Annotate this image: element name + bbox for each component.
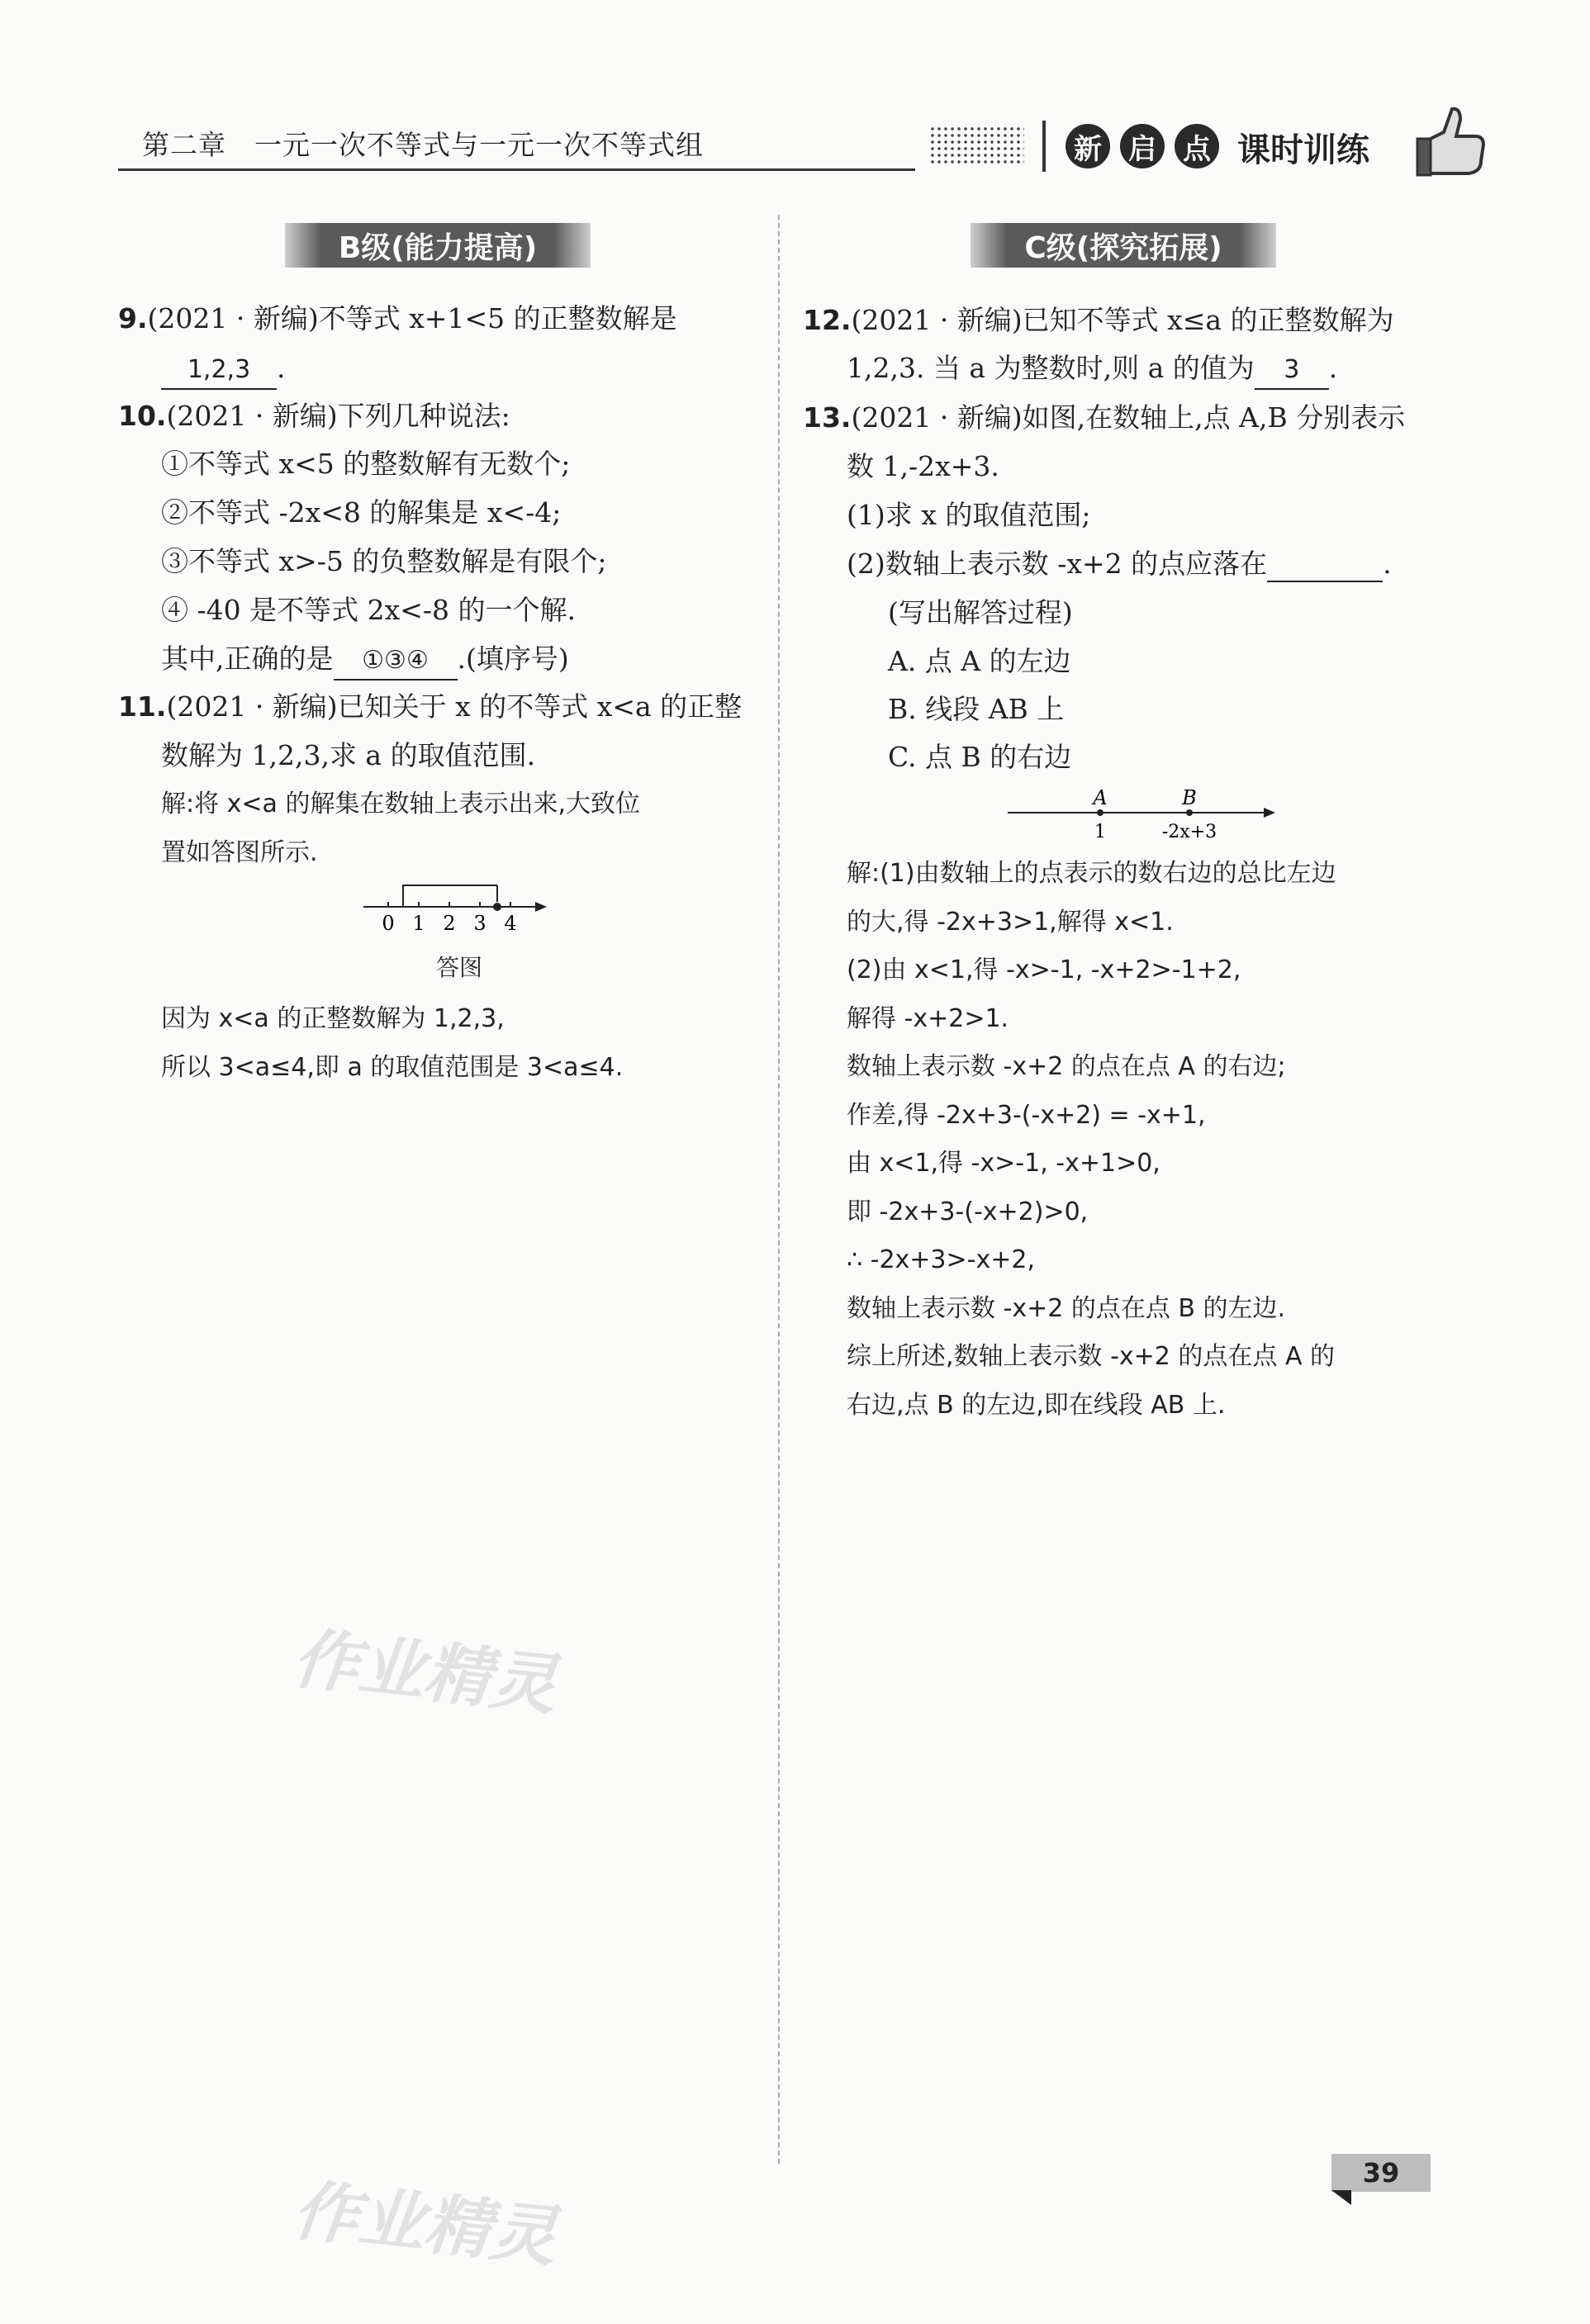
q11-tick-label-3: 3 bbox=[473, 912, 486, 935]
q11-tick-label-4: 4 bbox=[504, 912, 517, 935]
q11-tick-label-0: 0 bbox=[382, 912, 395, 935]
q9-number: 9. bbox=[118, 302, 148, 334]
q12-line2 bbox=[847, 350, 1337, 390]
q13-solution-line-9: ∴ -2x+3>-x+2, bbox=[847, 1245, 1035, 1274]
q12-stem: (2021 · 新编)已知不等式 x≤a 的正整数解为 bbox=[851, 304, 1394, 336]
brand-char-1: 新 bbox=[1066, 124, 1110, 168]
thumbs-up-icon bbox=[1411, 99, 1489, 182]
q12-line1 bbox=[803, 302, 1394, 339]
q13-option-b: B. 线段 AB 上 bbox=[888, 693, 1065, 725]
header-divider bbox=[1042, 121, 1046, 172]
q11-line1 bbox=[118, 689, 742, 725]
q9-line1 bbox=[118, 301, 677, 337]
q13-number: 13. bbox=[803, 401, 852, 434]
q13-solution-line-6: 作差,得 -2x+3-(-x+2) = -x+1, bbox=[847, 1100, 1206, 1130]
q10-item-1: ①不等式 x<5 的整数解有无数个; bbox=[161, 448, 571, 480]
q11-solution-1: 解:将 x<a 的解集在数轴上表示出来,大致位 bbox=[161, 790, 640, 818]
q13-solution-line-2: 的大,得 -2x+3>1,解得 x<1. bbox=[847, 907, 1174, 937]
q12-answer: 3 bbox=[1255, 352, 1329, 390]
q13-part2-text: (2)数轴上表示数 -x+2 的点应落在 bbox=[847, 548, 1268, 580]
q9-stem: (2021 · 新编)不等式 x+1<5 的正整数解是 bbox=[147, 302, 677, 334]
q10-answer: ①③④ bbox=[334, 643, 458, 681]
q13-solution-line-12: 右边,点 B 的左边,即在线段 AB 上. bbox=[847, 1390, 1226, 1420]
q13-part2-tail: . bbox=[1383, 548, 1392, 580]
q11-point-a bbox=[493, 903, 501, 911]
q11-solution-4: 所以 3<a≤4,即 a 的取值范围是 3<a≤4. bbox=[161, 1053, 624, 1082]
q13-option-c: C. 点 B 的右边 bbox=[888, 741, 1072, 773]
q11-tick-label-1: 1 bbox=[412, 912, 425, 935]
q13-solution-line-7: 由 x<1,得 -x>-1, -x+1>0, bbox=[847, 1149, 1160, 1178]
q13-point-a-value: 1 bbox=[1094, 822, 1106, 842]
q13-number-line bbox=[1006, 783, 1287, 846]
section-c-title: C级(探究拓展) bbox=[971, 223, 1276, 268]
q13-line2: 数 1,-2x+3. bbox=[847, 450, 999, 482]
q13-point-b-label: B bbox=[1182, 786, 1197, 809]
q10-prompt-line bbox=[161, 641, 569, 681]
q10-prompt: 其中,正确的是 bbox=[161, 643, 334, 675]
q13-part2 bbox=[847, 546, 1392, 582]
q10-tail: .(填序号) bbox=[457, 643, 569, 675]
q13-solution-line-4: 解得 -x+2>1. bbox=[847, 1003, 1009, 1033]
q13-point-a-label: A bbox=[1093, 786, 1108, 809]
q13-part2-note: (写出解答过程) bbox=[888, 596, 1073, 628]
q11-number-line bbox=[363, 875, 553, 935]
q13-solution-line-11: 综上所述,数轴上表示数 -x+2 的点在点 A 的 bbox=[847, 1342, 1336, 1371]
page-number: 39 bbox=[1331, 2154, 1431, 2192]
q13-solution-line-10: 数轴上表示数 -x+2 的点在点 B 的左边. bbox=[847, 1293, 1286, 1323]
section-b-title: B级(能力提高) bbox=[285, 223, 591, 268]
header-dot-pattern bbox=[929, 126, 1024, 164]
q13-point-a bbox=[1097, 809, 1104, 816]
column-divider bbox=[778, 215, 780, 2164]
q10-item-3: ③不等式 x>-5 的负整数解是有限个; bbox=[161, 545, 607, 577]
q11-solution-3: 因为 x<a 的正整数解为 1,2,3, bbox=[161, 1004, 505, 1033]
header-rule bbox=[118, 168, 915, 171]
chapter-title: 第二章 一元一次不等式与一元一次不等式组 bbox=[142, 129, 704, 161]
q10-line1 bbox=[118, 398, 510, 434]
q11-line2: 数解为 1,2,3,求 a 的取值范围. bbox=[161, 739, 536, 771]
q13-solution-line-1: 解:(1)由数轴上的点表示的数右边的总比左边 bbox=[847, 859, 1336, 888]
q13-point-b bbox=[1186, 809, 1193, 816]
q13-stem: (2021 · 新编)如图,在数轴上,点 A,B 分别表示 bbox=[851, 401, 1406, 434]
q13-part1: (1)求 x 的取值范围; bbox=[847, 499, 1091, 531]
q13-point-b-value: -2x+3 bbox=[1161, 822, 1217, 842]
q11-solution-2: 置如答图所示. bbox=[161, 838, 318, 867]
q11-stem: (2021 · 新编)已知关于 x 的不等式 x<a 的正整 bbox=[166, 690, 743, 723]
brand-char-2: 启 bbox=[1120, 124, 1165, 168]
q13-option-a: A. 点 A 的左边 bbox=[888, 645, 1071, 677]
q12-stem-2: 1,2,3. 当 a 为整数时,则 a 的值为 bbox=[847, 352, 1255, 384]
q13-axis-arrow bbox=[1264, 808, 1275, 818]
watermark-lower: 作业精灵 bbox=[289, 2171, 561, 2276]
brand-char-3: 点 bbox=[1175, 124, 1219, 168]
q13-solution-line-3: (2)由 x<1,得 -x>-1, -x+2>-1+2, bbox=[847, 956, 1241, 984]
q11-tick-label-2: 2 bbox=[443, 912, 456, 935]
q11-number: 11. bbox=[118, 690, 167, 723]
q10-item-4: ④ -40 是不等式 2x<-8 的一个解. bbox=[161, 594, 576, 626]
q12-tail: . bbox=[1328, 352, 1338, 384]
brand-text: 课时训练 bbox=[1237, 131, 1369, 169]
q10-number: 10. bbox=[118, 400, 167, 432]
q12-number: 12. bbox=[803, 304, 852, 336]
q10-stem: (2021 · 新编)下列几种说法: bbox=[166, 400, 510, 432]
q9-line2 bbox=[161, 350, 286, 390]
q10-item-2: ②不等式 -2x<8 的解集是 x<-4; bbox=[161, 496, 562, 529]
q11-axis-arrow bbox=[535, 902, 547, 912]
q13-line1 bbox=[803, 400, 1405, 436]
page-number-tab-icon bbox=[1331, 2190, 1351, 2205]
watermark-upper: 作业精灵 bbox=[289, 1620, 561, 1724]
q9-answer: 1,2,3 bbox=[161, 352, 277, 390]
q13-part2-blank bbox=[1267, 553, 1383, 582]
q9-tail: . bbox=[277, 352, 286, 384]
q11-figure-caption: 答图 bbox=[436, 954, 483, 981]
q13-solution-line-8: 即 -2x+3-(-x+2)>0, bbox=[847, 1197, 1089, 1226]
q13-solution-line-5: 数轴上表示数 -x+2 的点在点 A 的右边; bbox=[847, 1052, 1286, 1081]
